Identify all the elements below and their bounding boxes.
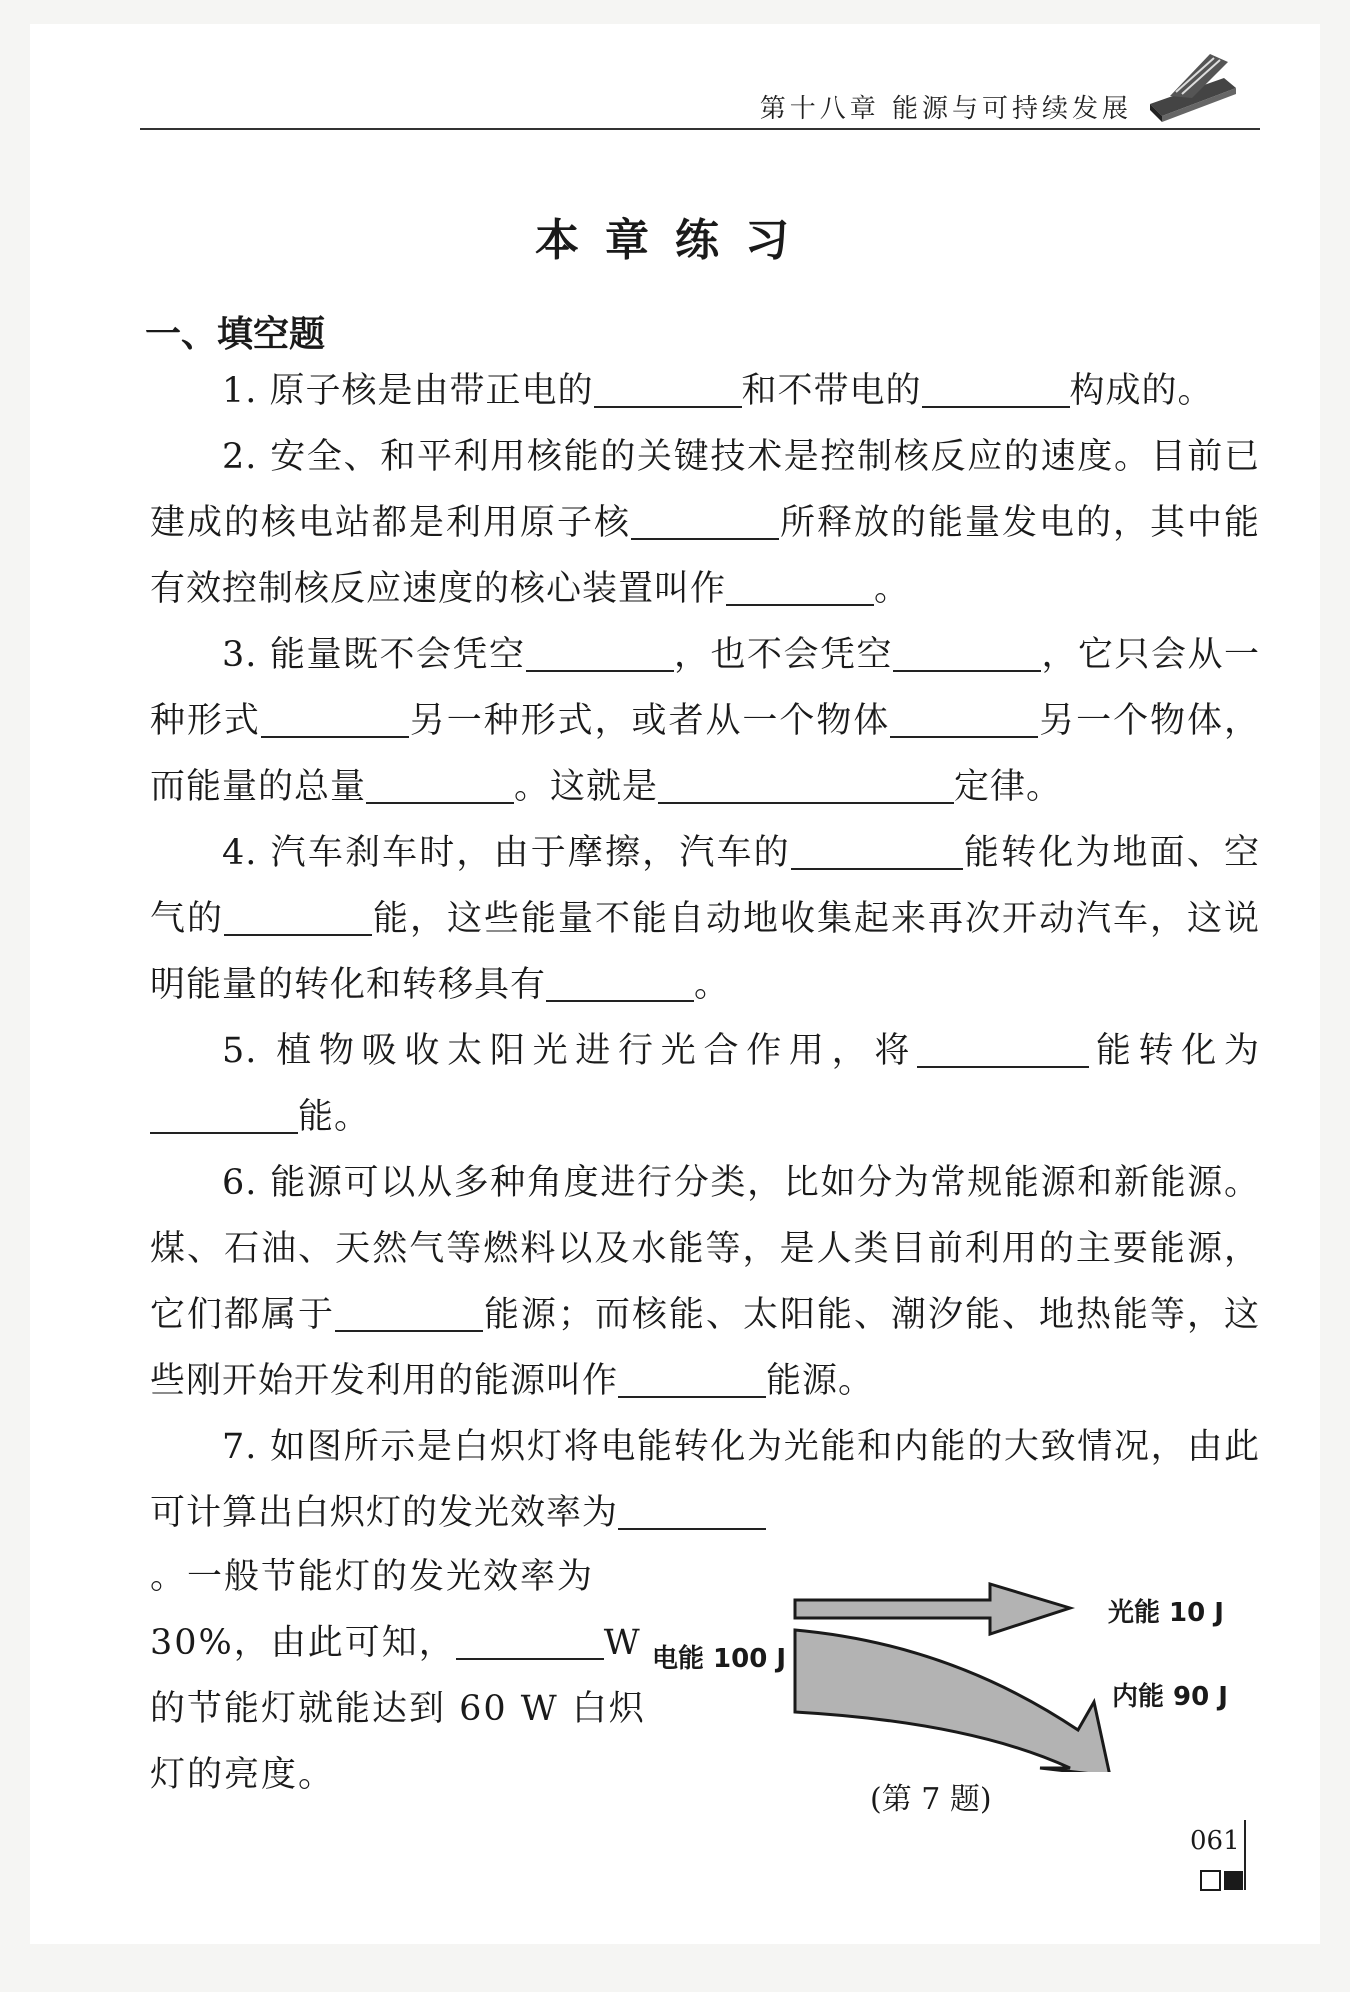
- answer-blank[interactable]: [658, 758, 954, 804]
- question-7-continued: 。一般节能灯的发光效率为 30%，由此可知， W 的节能灯就能达到 60 W 白炽灯的亮度。: [150, 1557, 646, 1795]
- page-marker-icon: [1200, 1870, 1244, 1892]
- answer-blank[interactable]: [726, 560, 874, 606]
- heat-energy-arrow: [795, 1630, 1110, 1772]
- question-4: 4. 汽车刹车时，由于摩擦，汽车的 能转化为地面、空气的 能，这些能量不能自动地收集起来再次开动汽车，这说明能量的转化和转移具有 。: [150, 820, 1260, 1018]
- page-number: 061: [1190, 1826, 1240, 1856]
- answer-blank[interactable]: [150, 1088, 298, 1134]
- answer-blank[interactable]: [618, 1352, 766, 1398]
- answer-blank[interactable]: [366, 758, 514, 804]
- answer-blank[interactable]: [890, 692, 1038, 738]
- answer-blank[interactable]: [791, 824, 963, 870]
- energy-flow-diagram: [650, 1572, 1250, 1772]
- question-list: [150, 358, 1260, 1546]
- answer-blank[interactable]: [456, 1614, 604, 1660]
- answer-blank[interactable]: [546, 956, 694, 1002]
- answer-blank[interactable]: [917, 1022, 1089, 1068]
- answer-blank[interactable]: [922, 362, 1070, 408]
- answer-blank[interactable]: [335, 1286, 483, 1332]
- question-5: 5. 植物吸收太阳光进行光合作用，将 能转化为能。: [150, 1018, 1260, 1150]
- answer-blank[interactable]: [224, 890, 372, 936]
- answer-blank[interactable]: [526, 626, 674, 672]
- question-7-intro: 7. 如图所示是白炽灯将电能转化为光能和内能的大致情况，由此可计算出白炽灯的发光效率为: [150, 1427, 1260, 1533]
- textbook-page: [30, 24, 1320, 1944]
- answer-blank[interactable]: [261, 692, 409, 738]
- question-3: 3. 能量既不会凭空 ，也不会凭空 ，它只会从一种形式 另一种形式，或者从一个物体 另一个物体，而能量的总量 。这就是 定律。: [150, 622, 1260, 820]
- page-header: [140, 82, 1260, 130]
- page-number-rule: [1244, 1820, 1246, 1890]
- question-1: 1. 原子核是由带正电的 和不带电的 构成的。: [150, 358, 1260, 424]
- chapter-title: 本章练习: [535, 215, 815, 266]
- light-energy-arrow: [795, 1584, 1070, 1634]
- answer-blank[interactable]: [893, 626, 1041, 672]
- question-2: 2. 安全、和平利用核能的关键技术是控制核反应的速度。目前已建成的核电站都是利用原子核 所释放的能量发电的，其中能有效控制核反应速度的核心装置叫作 。: [150, 437, 1260, 609]
- answer-blank[interactable]: [631, 494, 779, 540]
- electric-energy-label: 电能 100 J: [652, 1644, 787, 1674]
- figure-caption: (第 7 题): [870, 1782, 992, 1817]
- answer-blank[interactable]: [618, 1484, 766, 1530]
- heat-energy-label: 内能 90 J: [1112, 1682, 1228, 1712]
- book-icon: [1140, 48, 1240, 124]
- question-6: 6. 能源可以从多种角度进行分类，比如分为常规能源和新能源。煤、石油、天然气等燃料以及水能等，是人类目前利用的主要能源，它们都属于 能源；而核能、太阳能、潮汐能、地热能等，这些刚开始开发利用的能源叫作 能源。: [150, 1163, 1260, 1401]
- header-rule: [140, 128, 1260, 130]
- running-title: 第十八章 能源与可持续发展: [759, 94, 1132, 124]
- answer-blank[interactable]: [594, 362, 742, 408]
- light-energy-label: 光能 10 J: [1108, 1598, 1224, 1628]
- section-heading: 一、填空题: [145, 314, 326, 355]
